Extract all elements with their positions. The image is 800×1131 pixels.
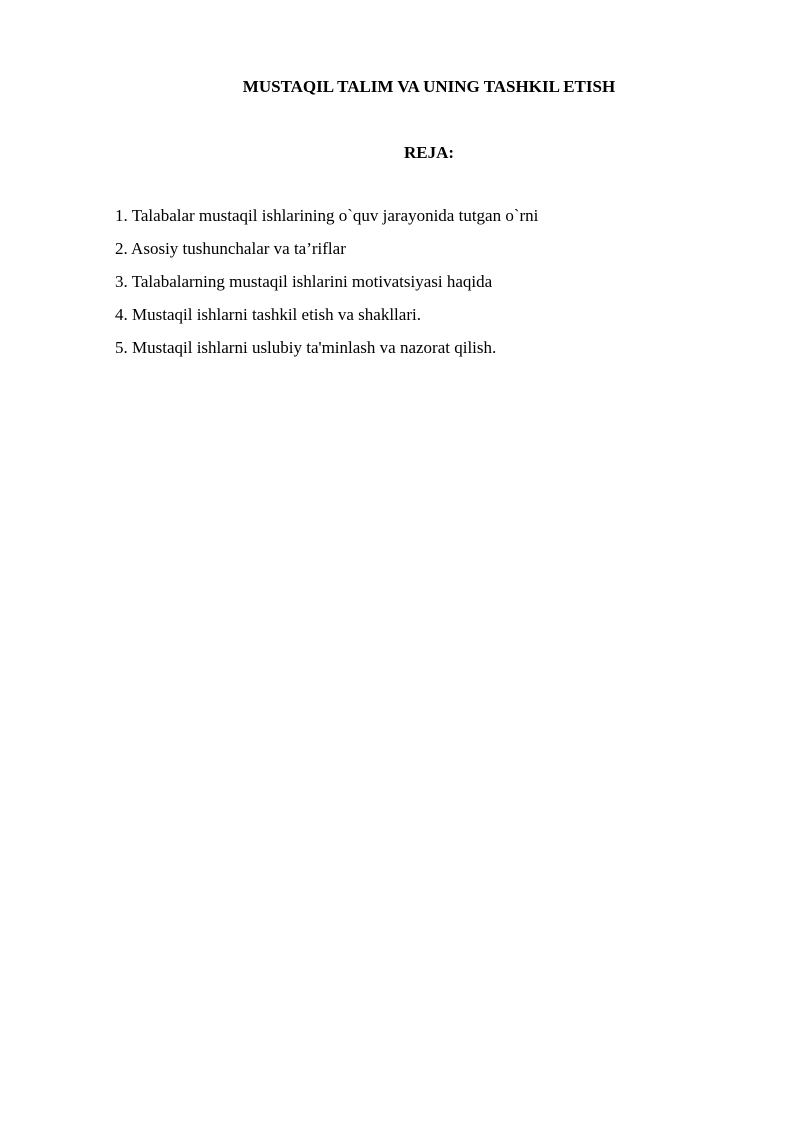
plan-item: 4. Mustaqil ishlarni tashkil etish va shakllari. [115,305,421,324]
document-title: MUSTAQIL TALIM VA UNING TASHKIL ETISH [242,77,616,96]
plan-heading: REJA: [403,143,455,162]
plan-item: 3. Talabalarning mustaqil ishlarini motivatsiyasi haqida [115,272,493,291]
plan-item: 1. Talabalar mustaqil ishlarining o`quv jarayonida tutgan o`rni [115,206,539,225]
plan-list [115,205,538,370]
plan-item: 5. Mustaqil ishlarni uslubiy ta'minlash va nazorat qilish. [115,338,497,357]
plan-item: 2. Asosiy tushunchalar va ta’riflar [115,239,346,258]
